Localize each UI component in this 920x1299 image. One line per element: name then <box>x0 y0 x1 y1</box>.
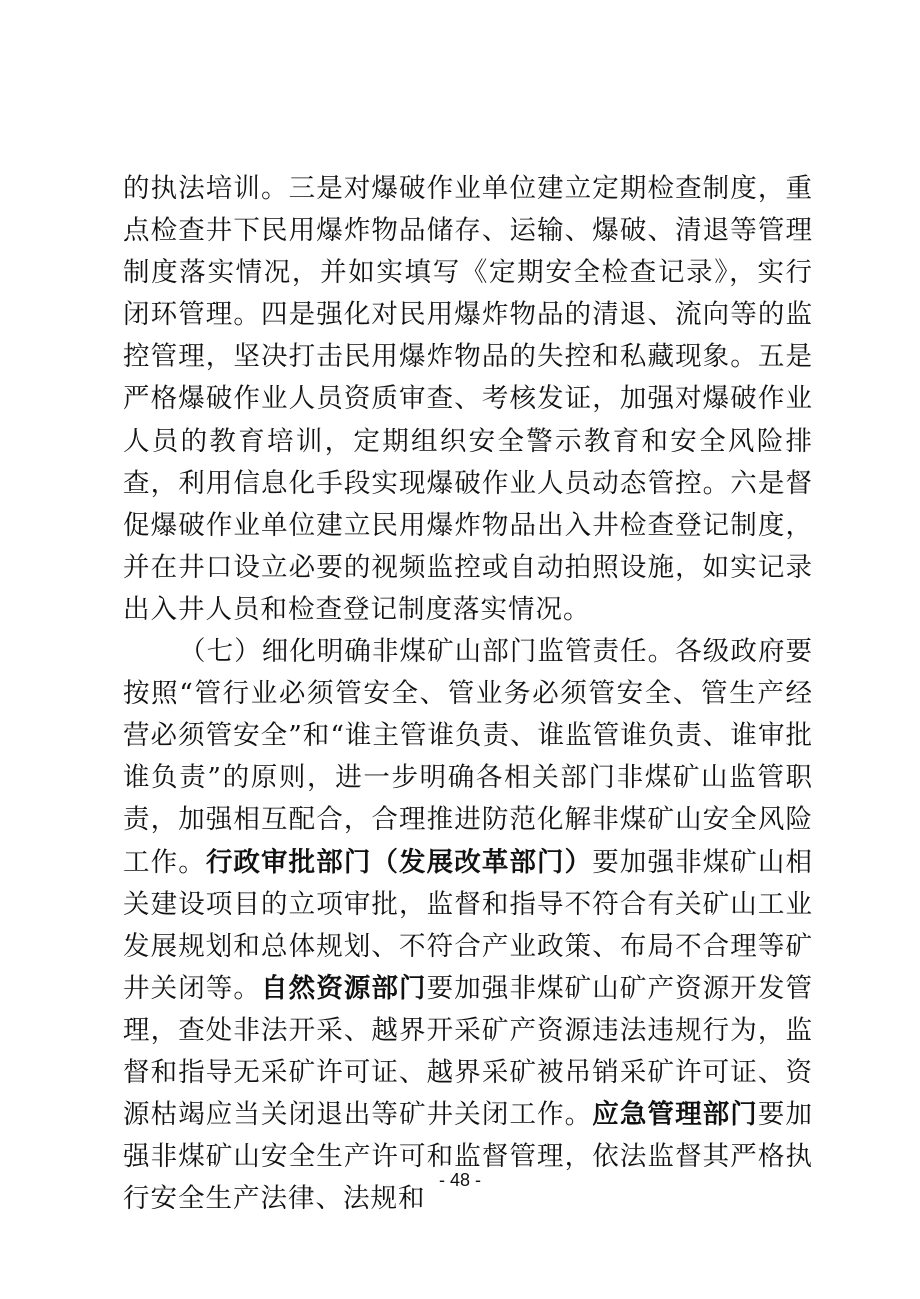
body-text <box>123 168 813 1220</box>
section-heading: （七）细化明确非煤矿山部门监管责任。 <box>179 636 676 668</box>
section-intro: 各级政府要按照“管行业必须管安全、管业务必须管安全、管生产经营必须管安全”和“谁主管谁负责、谁监管谁负责、谁审批谁负责”的原则，进一步明确各相关部门非煤矿山监管职责，加强相互配合，合理推进防范化解非煤矿山安全风险工作。 <box>123 636 814 878</box>
dept-emergency-label: 应急管理部门 <box>592 1099 758 1131</box>
paragraph-section-seven <box>123 631 813 1220</box>
dept-emergency-text: 要加强非煤矿山安全生产许可和监督管理，依法监督其严格执行安全生产法律、法规和 <box>123 1099 814 1215</box>
dept-approval-label: 行政审批部门（发展改革部门） <box>205 846 593 878</box>
page-number: - 48 - <box>438 1170 481 1190</box>
dept-approval-text: 要加强非煤矿山相关建设项目的立项审批，监督和指导不符合有关矿山工业发展规划和总体规划、不符合产业政策、布局不合理等矿井关闭等。 <box>123 846 814 1004</box>
paragraph-continuation: 的执法培训。三是对爆破作业单位建立定期检查制度，重点检查井下民用爆炸物品储存、运输、爆破、清退等管理制度落实情况，并如实填写《定期安全检查记录》，实行闭环管理。四是强化对民用爆炸物品的清退、流向等的监控管理，坚决打击民用爆炸物品的失控和私藏现象。五是严格爆破作业人员资质审查、考核发证，加强对爆破作业人员的教育培训，定期组织安全警示教育和安全风险排查，利用信息化手段实现爆破作业人员动态管控。六是督促爆破作业单位建立民用爆炸物品出入井检查登记制度，并在井口设立必要的视频监控或自动拍照设施，如实记录出入井人员和检查登记制度落实情况。 <box>123 173 813 625</box>
dept-natural-resources-label: 自然资源部门 <box>261 972 427 1004</box>
dept-natural-resources-text: 要加强非煤矿山矿产资源开发管理，查处非法开采、越界开采矿产资源违法违规行为，监督和指导无采矿许可证、越界采矿被吊销采矿许可证、资源枯竭应当关闭退出等矿井关闭工作。 <box>123 972 814 1131</box>
